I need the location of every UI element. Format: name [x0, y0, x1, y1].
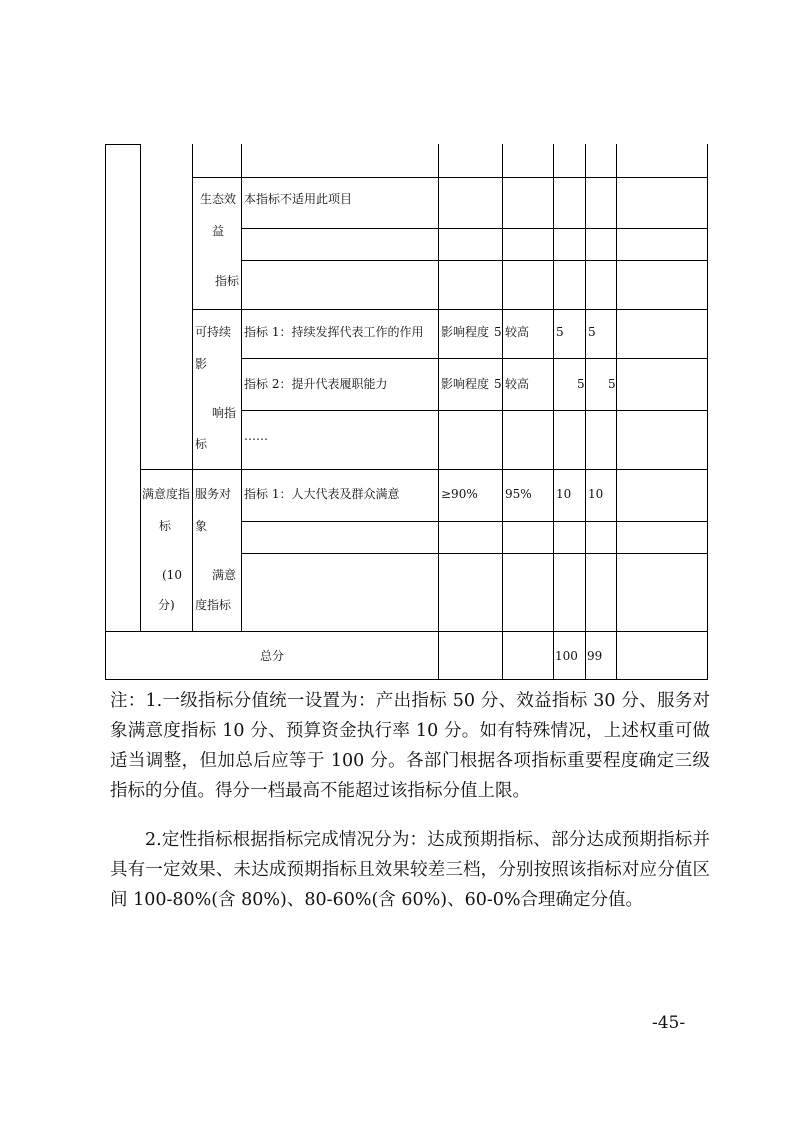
table-border-left [105, 144, 106, 680]
sustain-row3-indicator: …… [244, 429, 268, 443]
satisfaction-category-line-2: 象 [195, 519, 208, 533]
sustain-category-line-4: 标 [195, 437, 208, 451]
col-line-6 [553, 144, 554, 680]
top-cell-bottom [105, 144, 141, 145]
sustain-row1-attr: 影响程度 [441, 325, 490, 339]
col-line-5 [502, 144, 503, 680]
satisfaction-level2-line-2: 标 [159, 519, 172, 533]
satisfaction-level2-line-4: 分) [158, 598, 175, 612]
sustain-row2-target: 5 [494, 377, 502, 391]
eco-category-line-2: 益 [212, 224, 225, 238]
table-border-right [707, 144, 708, 680]
row-line-sustain-3 [241, 410, 708, 411]
satisfaction-category-line-3: 满意 [212, 568, 237, 582]
page-number: -45- [652, 1013, 686, 1033]
row-line-eco-3 [241, 260, 708, 261]
row-line-satisfaction-top [140, 469, 708, 470]
col-line-4 [438, 144, 439, 680]
col-line-3 [241, 144, 242, 631]
sustain-row2-weight: 5 [577, 377, 585, 391]
satisfaction-level2-line-3: (10 [162, 568, 182, 582]
sustain-row2-score: 5 [608, 377, 616, 391]
satisfaction-level2-line-1: 满意度指 [142, 487, 191, 501]
sustain-row1-actual: 较高 [505, 325, 530, 339]
satisfaction-row1-actual: 95% [505, 487, 532, 501]
col-line-7 [585, 144, 586, 680]
row-line-sustain-top [192, 309, 708, 310]
col-line-1 [140, 144, 141, 631]
total-score: 99 [587, 649, 603, 663]
sustain-row1-indicator: 指标 1：持续发挥代表工作的作用 [244, 325, 424, 339]
eco-indicator: 本指标不适用此项目 [244, 192, 353, 206]
sustain-category-line-1: 可持续 [195, 325, 232, 339]
total-weight: 100 [555, 649, 578, 663]
table-border-bottom [105, 679, 708, 680]
sustain-row1-target: 5 [494, 325, 502, 339]
sustain-row1-weight: 5 [556, 325, 564, 339]
eco-category-line-1: 生态效 [200, 192, 237, 206]
row-line-eco-top [192, 177, 708, 178]
note-1: 注：1.一级指标分值统一设置为：产出指标 50 分、效益指标 30 分、服务对象满意度指标 10 分、预算资金执行率 10 分。如有特殊情况，上述权重可做适当调整，但加总后应等于 100 分。各部门根据各项指标重要程度确定三级指标的分值。得分一档最高不能超过该指标分值上限。 [110, 691, 710, 801]
satisfaction-category-line-1: 服务对 [195, 487, 232, 501]
satisfaction-category-line-4: 度指标 [195, 598, 232, 612]
satisfaction-row1-score: 10 [588, 487, 604, 501]
sustain-row2-indicator: 指标 2：提升代表履职能力 [244, 377, 388, 391]
sustain-row1-score: 5 [588, 325, 596, 339]
notes [110, 686, 710, 915]
sustain-row2-attr: 影响程度 [441, 377, 490, 391]
total-label: 总分 [260, 649, 285, 663]
satisfaction-row1-indicator: 指标 1：人大代表及群众满意 [244, 487, 400, 501]
satisfaction-row1-target: ≥90% [441, 487, 478, 501]
eco-category-line-3: 指标 [215, 274, 240, 288]
col-line-2 [192, 144, 193, 631]
sustain-category-line-2: 影 [195, 357, 208, 371]
row-line-eco-2 [241, 228, 708, 229]
note-2: 2.定性指标根据指标完成情况分为：达成预期指标、部分达成预期指标并具有一定效果、未达成预期指标且效果较差三档，分别按照该指标对应分值区间 100-80%(含 80%)、80-60%(含 60%)、60-0%合理确定分值。 [110, 830, 710, 910]
row-line-satisfaction-2 [241, 521, 708, 522]
col-line-8 [616, 144, 617, 680]
row-line-satisfaction-3 [241, 553, 708, 554]
row-line-sustain-2 [241, 358, 708, 359]
satisfaction-row1-weight: 10 [556, 487, 572, 501]
sustain-category-line-3: 响指 [212, 406, 237, 420]
sustain-row2-actual: 较高 [505, 377, 530, 391]
row-line-total-top [105, 631, 708, 632]
